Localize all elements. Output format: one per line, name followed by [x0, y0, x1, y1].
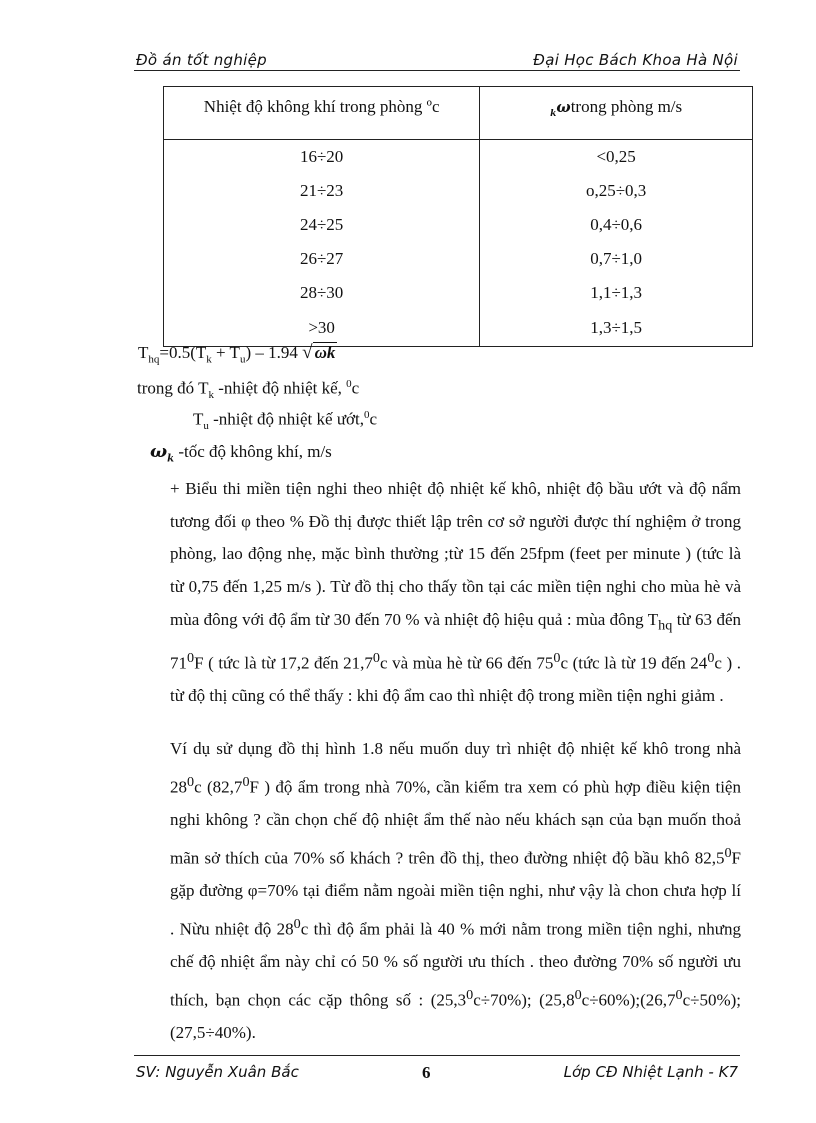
definition-tk-text: -nhiệt độ nhiệt kế,: [213, 378, 347, 398]
omega-symbol: ω: [150, 441, 168, 462]
definition-tu-sup: 0: [364, 409, 370, 421]
p2-text-d: F gặp đường φ=70% tại điểm nằm ngoài miền tiện nghi, như vậy là chon chưa hợp lí . Nừu nhiệt độ 28: [170, 848, 741, 939]
p1-text-f: c ) . từ độ thị cũng có thể thấy : khi độ ẩm cao thì nhiệt độ trong miền tiện nghi giảm .: [170, 653, 741, 706]
table-row: [164, 174, 753, 208]
p2-sup: 0: [187, 773, 195, 790]
definition-tk-sup: 0: [346, 378, 352, 390]
table-cell-temp: 24÷25: [164, 208, 480, 242]
table-cell-temp: 28÷30: [164, 276, 480, 310]
p1-sup: 0: [553, 649, 561, 666]
p2-text-a: Ví dụ sử dụng đồ thị hình 1.8 nếu muốn duy trì nhiệt độ nhiệt kế khô trong nhà 28: [170, 739, 741, 797]
formula-part3: ) – 1.94: [245, 343, 303, 362]
table-cell-speed: 0,7÷1,0: [480, 242, 753, 276]
p2-text-f: c÷70%); (25,8: [473, 990, 575, 1010]
definition-tu-text: -nhiệt độ nhiệt kế ướt,: [208, 409, 365, 429]
table-header-speed: [480, 87, 753, 140]
header-rule: [134, 70, 740, 71]
table-row: [164, 208, 753, 242]
omega-symbol: [550, 98, 571, 119]
formula-part1: =0.5(T: [159, 343, 207, 362]
formula-u-sub: u: [239, 353, 246, 366]
table-row: [164, 276, 753, 310]
page-header: [134, 49, 740, 71]
definition-tk-sub: k: [208, 389, 214, 402]
p1-text-e: c (tức là từ 19 đến 24: [560, 653, 708, 673]
table-header-row: [164, 87, 753, 140]
p1-text-a: + Biểu thi miền tiện nghi theo nhiệt độ nhiệt kế khô, nhiệt độ bầu ướt và độ nẩm tương đối φ theo % Đồ thị được thiết lập trên cơ sở người được thí nghiệm ở trong phòng, lao động nhẹ, mặc bình thường ;từ 15 đến 25fpm (feet per minute ) (tức là từ 0,75 đến 1,25 m/s ). Từ đồ thị cho thấy tồn tại các miền tiện nghi cho mùa hè và mùa đông với độ ẩm từ 30 đến 70 % và nhiệt độ hiệu quả : mùa đông T: [170, 479, 741, 629]
definition-tu-sub: u: [203, 420, 209, 433]
sqrt-symbol: √: [302, 342, 313, 363]
definition-tk: [137, 378, 359, 401]
p1-sub: hq: [658, 617, 673, 634]
definition-tk-unit: c: [351, 378, 360, 398]
table-cell-speed: 1,3÷1,5: [480, 310, 753, 347]
p2-sup: 0: [293, 915, 301, 932]
table-row: [164, 140, 753, 175]
p1-sup: 0: [707, 649, 715, 666]
p2-sup: 0: [574, 986, 582, 1003]
p2-text-h: c÷50%); (27,5÷40%).: [170, 990, 741, 1043]
table-header-temperature: Nhiệt độ không khí trong phòng ºc: [164, 87, 480, 140]
p2-text-b: c (82,7: [194, 777, 243, 797]
omega-sub: k: [167, 453, 175, 465]
paragraph-example: [135, 733, 741, 1050]
p2-text-e: c thì độ ẩm phải là 40 % mới nằm trong miền tiện nghi, nhưng chế độ nhiệt ẩm này chỉ có 50 % số người ưu thích . theo đường 70% số người ưu thích, bạn chọn các cặp thông số : (25,3: [170, 919, 741, 1010]
table-cell-temp: 26÷27: [164, 242, 480, 276]
definition-omega: [150, 441, 332, 464]
p2-sup: 0: [724, 844, 732, 861]
formula-lhs-sub: hq: [148, 353, 160, 366]
table-cell-temp: 16÷20: [164, 140, 480, 175]
footer-rule: [134, 1055, 740, 1056]
p2-text-c: F ) độ ẩm trong nhà 70%, cần kiểm tra xem có phù hợp điều kiện tiện nghi không ? cần chọn chế độ nhiệt ẩm thế nào nếu khách sạn của bạn muốn thoả mãn sở thích của 70% số khách ? trên đồ thị, theo đường nhiệt độ bầu khô 82,5: [170, 777, 741, 868]
definition-tu-unit: c: [369, 409, 378, 429]
definition-tk-prefix: trong đó T: [137, 378, 209, 398]
table-cell-temp: 21÷23: [164, 174, 480, 208]
p2-sup: 0: [675, 986, 683, 1003]
p2-text-g: c÷60%);(26,7: [581, 990, 676, 1010]
definition-omega-text: -tốc độ không khí, m/s: [174, 442, 332, 461]
header-left-title: Đồ án tốt nghiệp: [136, 51, 267, 69]
p2-sup: 0: [466, 986, 474, 1003]
paragraph-comfort-zone: [135, 473, 741, 713]
table-cell-speed: 1,1÷1,3: [480, 276, 753, 310]
page-number: 6: [422, 1063, 431, 1082]
table-cell-speed: o,25÷0,3: [480, 174, 753, 208]
p1-sup: 0: [187, 649, 195, 666]
p2-sup: 0: [242, 773, 250, 790]
page-footer: [134, 1060, 740, 1086]
table-cell-speed: <0,25: [480, 140, 753, 175]
table-header-speed-label: trong phòng m/s: [570, 97, 683, 116]
definition-tu-prefix: T: [193, 409, 204, 429]
omega-symbol-glyph: ω: [556, 98, 571, 116]
definition-tu: [193, 409, 377, 432]
formula-radicand: ωk: [314, 343, 336, 362]
p1-text-d: c và mùa hè từ 66 đến 75: [380, 653, 554, 673]
table-cell-speed: 0,4÷0,6: [480, 208, 753, 242]
footer-student: SV: Nguyễn Xuân Bắc: [136, 1063, 299, 1081]
formula-k-sub: k: [206, 353, 212, 366]
formula-lhs: T: [138, 343, 149, 362]
p1-text-b: từ 63 đến 71: [170, 609, 741, 673]
omega-symbol-sub: k: [550, 109, 557, 119]
p1-sup: 0: [372, 649, 380, 666]
table-row: [164, 242, 753, 276]
effective-temperature-formula: [138, 342, 337, 365]
air-speed-table: [163, 86, 753, 347]
footer-class: Lớp CĐ Nhiệt Lạnh - K7: [563, 1063, 738, 1081]
table-cell-temp: >30: [164, 310, 480, 347]
formula-part2: + T: [211, 343, 240, 362]
header-right-title: Đại Học Bách Khoa Hà Nội: [533, 51, 738, 69]
p1-text-c: F ( tức là từ 17,2 đến 21,7: [194, 653, 373, 673]
